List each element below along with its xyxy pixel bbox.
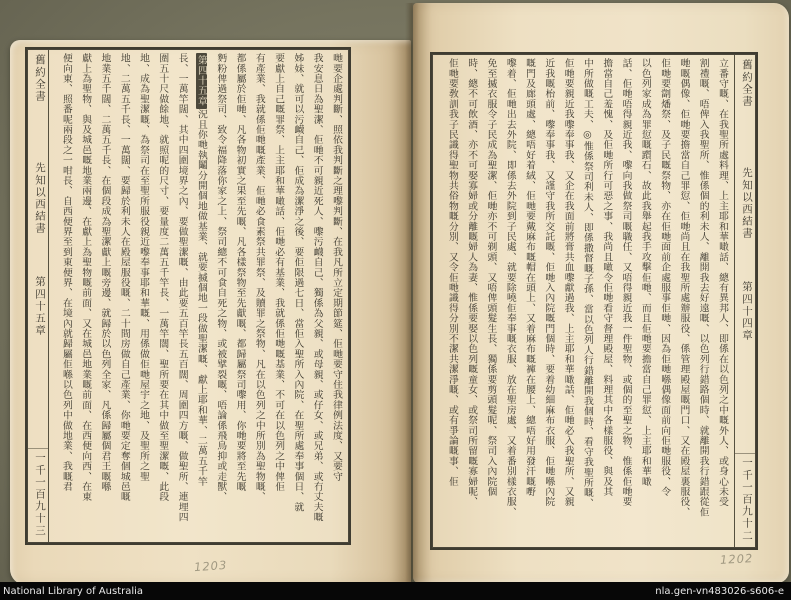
- text-column: 立番守嘅、在我聖所處料理、上主耶和華噉話、總有異邦人、即係在以色列之中嘅外人、或身心未受: [717, 58, 728, 507]
- text-column: 獻上為聖物、與及城邑嘅地業兩邊、在獻上為聖物嘅前面、又在城邑地業嘅前面、在西便向西、在東: [80, 53, 92, 502]
- section-title: 先知以西結書: [741, 167, 753, 240]
- page-number: 一千一百九十三: [28, 448, 48, 537]
- text-column: 免至搣衣服令子民成為聖潔、佢哋亦不可剃頭、又唔俾頭髮生長、獨係要剪頭髮呢、祭司入內院個: [485, 58, 497, 497]
- book-title: 舊約全書: [34, 54, 46, 103]
- text-column: 時、總不可飲酒、亦不可娶寡婦或分離嘅婦人為妻、惟係要娶以色列嘅童女、或祭司所留嘅寡婦呢、: [466, 58, 478, 507]
- text-column: 我安息日為聖潔、佢哋不可親近死人、嚟污衊自己、獨係為父親、或母親、或仔女、或兄弟、或冇丈夫嘅: [311, 53, 323, 523]
- left-page-frame: [25, 47, 351, 545]
- pencil-annotation-right: 1202: [719, 551, 754, 567]
- text-column: 割禮嘅、唔俾入我聖所、惟係個的利未人、離開我去好遠嘅、以色列行錯路個時、就離開我行錯跟從佢: [697, 58, 709, 517]
- text-column: 佢哋要親近我嚟奉事我、又企在我面前將膏共血嚟獻過我、上主耶和華噉話、佢哋必入我聖所、又親: [562, 58, 574, 507]
- image-id: nla.gen-vn483026-s606-e: [655, 585, 784, 597]
- text-column: 以色列家成為罪愆嘅躓石、故此我舉起我手攻擊佢哋、而且佢哋要擔當自己罪愆、上主耶和華噉: [639, 58, 651, 487]
- text-column: 第四十五章況且你哋執鬮分開個地做基業、就要搣個地一段做聖潔嘅、獻上耶和華、二萬五千竿: [195, 55, 207, 487]
- text-column: 嚟着、佢哋出去外院、即係去外院到子民處、就要除嘵佢奉事嘅衣服、放在聖房處、又着番別樣衣服、: [504, 58, 516, 517]
- left-page-margin-column: [28, 50, 49, 542]
- text-column: 長、一萬竿闊、其中四圍境界之內、要做聖潔嘅、由此要五百竿長五百闊、周圍四方嘅、做聖所、連埋四: [176, 53, 188, 523]
- left-page-text: [49, 50, 348, 542]
- left-page: [10, 40, 411, 585]
- text-column: 地、二萬五千長、一萬闊、要歸於利未人在殿屋服役嘅、二十間房做自己產業、你哋要定奪個城邑嘅: [118, 53, 130, 502]
- text-column: 近我嘅枱前、嚟奉事我、又謹守我所交託嘅、佢哋入內院嘅門個時、要着幼細麻布衣服、佢哋喺內院: [543, 58, 555, 507]
- chapter-label: 第四十五章: [34, 276, 46, 337]
- text-column: 地業五千闊、二萬五千長、在個段成為聖潔獻上嘅旁邊、就歸於以色列全家、凡係歸屬個君王嘅喺: [99, 53, 111, 492]
- text-column: 話、佢哋唔得親近我、嚟向我做祭司嘅職任、又唔得親近我一件聖物、或個的至聖之物、惟係佢哋要: [620, 58, 632, 507]
- right-page-margin-column: [734, 55, 755, 547]
- chapter-heading-box: 第四十五章: [196, 53, 207, 109]
- library-name: National Library of Australia: [3, 585, 144, 597]
- text-column: 地、成為聖潔嘅、為祭司在至聖所服役親近嚟奉事耶和華嘅、用係做佢哋屋宇之地、及聖所之聖: [138, 53, 150, 482]
- text-column: 姊妹、就可以污衊自己、佢成為潔淨之後、要佢限過七日、當佢入聖所入內院、在聖所處奉事個日、就: [292, 53, 304, 512]
- page-number: 一千一百九十二: [735, 453, 755, 542]
- right-page-frame: [430, 52, 758, 550]
- text-column: 中所做嘅工夫、◎惟係祭司利未人、即係撒督嘅子孫、當以色列人行錯離開我個時、看守我聖所嘅、: [581, 58, 593, 508]
- text-column: 要獻上自己嘅罪祭、上主耶和華噉話、佢哋必有基業、我就係佢哋嘅基業、不可在以色列之中俾佢: [273, 53, 285, 492]
- chapter-label: 第四十四章: [741, 281, 753, 342]
- text-column: 哋嘅偶像、佢哋要擔當自己罪愆、佢哋尚且在我聖所處辦服役、係管理殿屋嘅門口、又在殿屋裏服役、: [678, 58, 690, 517]
- text-column: 圍五十尺做餘地、就照呢的尺寸、要量度二萬五千竿長、一萬竿闊、聖所要在其中做至聖潔嘅、此段: [157, 53, 169, 502]
- right-page: [413, 3, 789, 583]
- text-column: 佢哋要敎訓我子民識得聖物共俗物嘅分別、又令佢哋識得分別不潔共潔淨嘅、或有爭論嘅事、佢: [446, 58, 458, 487]
- text-column: 有產業、我就係佢哋嘅產業、佢哋必食素祭共罪祭、及贖罪之祭物、凡在以色列之中所別為聖物嘅、: [253, 53, 265, 502]
- text-column: 嘅門及廊頭處、總唔好着絨、佢哋要戴麻布嘅帽在頭上、又着麻布嘅褲在腰上、總唔好用發汗嘅嘢: [524, 58, 536, 497]
- text-column: 麪粉俾過祭司、致令福降落你家之上、祭司總不可食自死之物、或被擘裂嘅、唔論係飛鳥抑或走獸、: [215, 53, 227, 502]
- text-column: 都係屬於佢哋、凡各物初實之果至先嘅、凡各樣祭物至先獻嘅、都歸屬祭司嚟用、你哋要將至先嘅: [234, 53, 246, 492]
- library-bar: [0, 582, 791, 600]
- right-page-text: [433, 55, 734, 547]
- pencil-annotation-left: 1203: [193, 557, 228, 575]
- text-column: 便向東、照番呢兩段之一咁長、自西便界至到東便界、在境內就歸屬佢喺以色列中做地業、我嘅君: [60, 53, 72, 492]
- section-title: 先知以西結書: [34, 162, 46, 235]
- book-title: 舊約全書: [741, 59, 753, 108]
- text-column: 擔當自己羞愧、及佢哋所行可惡之事、我尚且噉令佢哋看守督理殿屋、料理其中各樣服役、與及其: [601, 58, 613, 497]
- text-column: 佢哋要劏燔祭、及子民嘅祭物、亦在佢哋面前企處服事佢哋、因為佢哋喺偶像面前向佢哋服役、令: [659, 58, 671, 497]
- text-column: 哋要企處判斷、照依我判斷之理嚟判斷、在我凡所立定期節筵、佢哋要守住我律例法度、又要守: [331, 53, 342, 482]
